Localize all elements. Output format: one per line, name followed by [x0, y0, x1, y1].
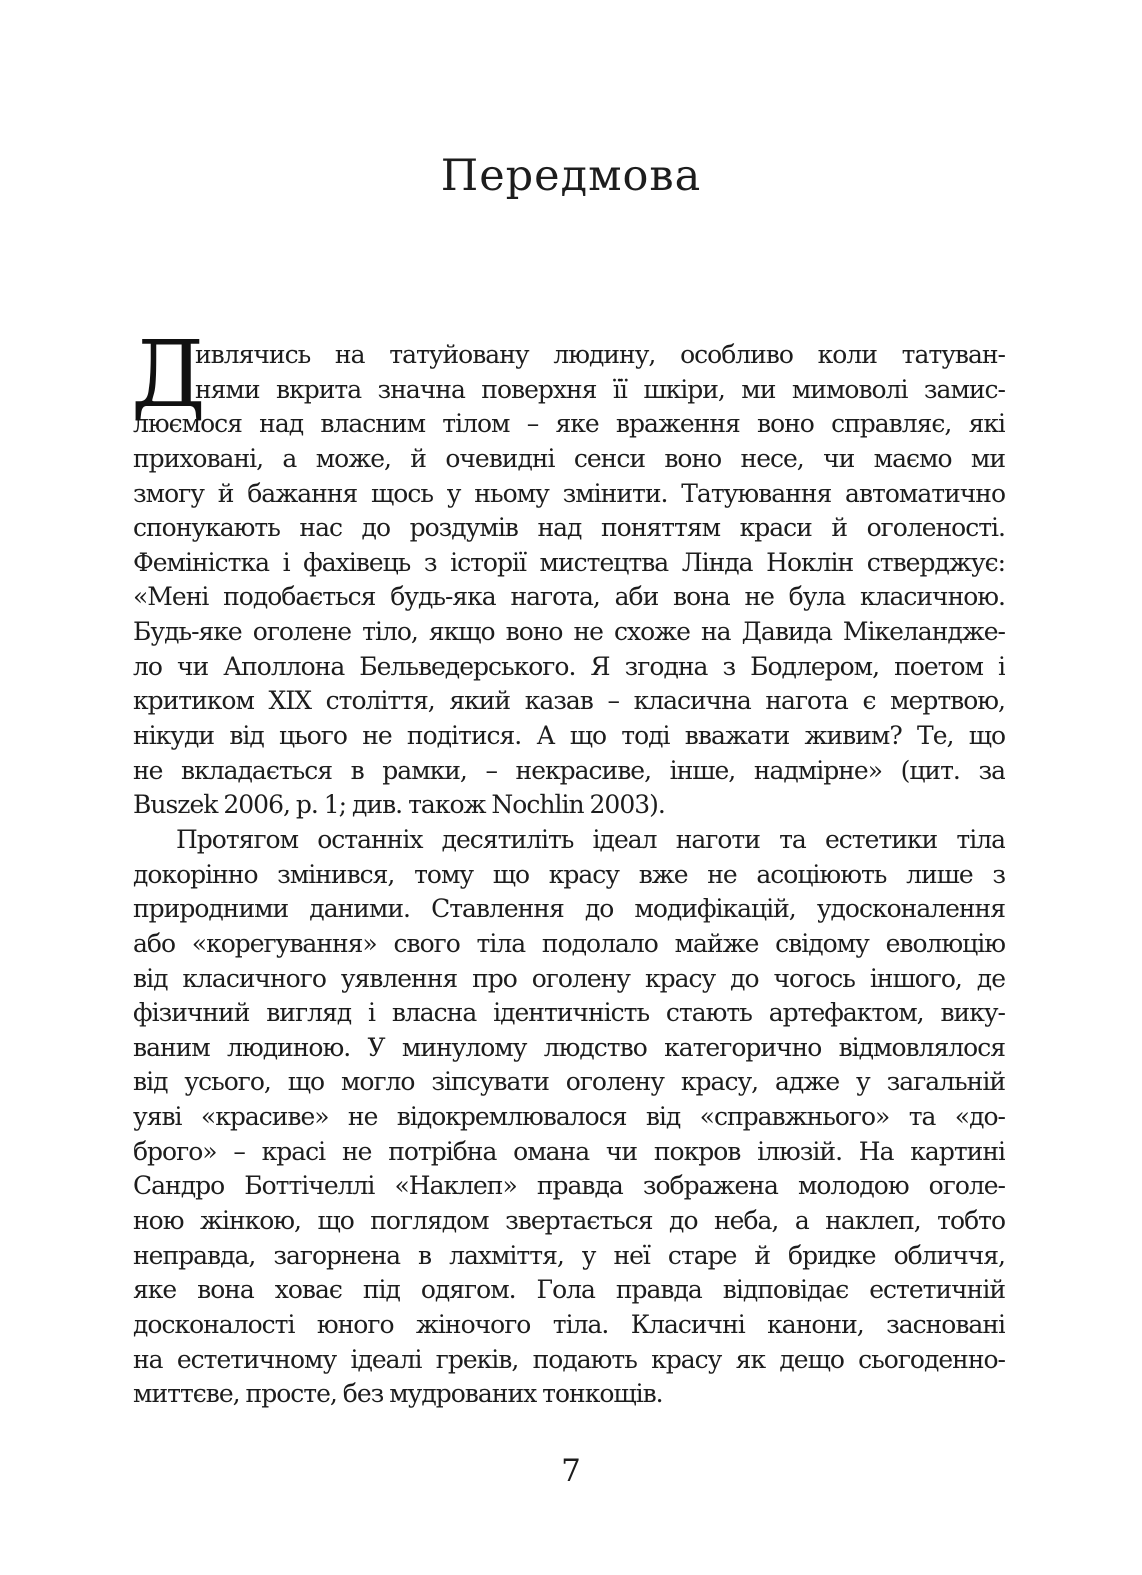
- text-line: від класичного уявлення про оголену красу до чогось іншого, де: [133, 963, 1005, 993]
- text-line: ло чи Аполлона Бельведерського. Я згодна з Бодлером, поетом і: [133, 651, 1005, 681]
- text-line: досконалості юного жіночого тіла. Класичні канони, засновані: [133, 1309, 1005, 1339]
- text-line: люємося над власним тілом – яке враження воно справляє, які: [133, 409, 1005, 439]
- text-line: на естетичному ідеалі греків, подають красу як дещо сьогоденно-: [133, 1344, 1005, 1374]
- text-line: Протягом останніх десятиліть ідеал наготи та естетики тіла: [176, 824, 1005, 854]
- text-line: нями вкрита значна поверхня її шкіри, ми мимоволі замис-: [195, 374, 1005, 404]
- text-line: Будь-яке оголене тіло, якщо воно не схоже на Давида Мікеландже-: [133, 617, 1005, 647]
- text-line: спонукають нас до роздумів над поняттям краси й оголеності.: [133, 513, 1005, 543]
- text-line: яке вона ховає під одягом. Гола правда відповідає естетичній: [133, 1275, 1005, 1305]
- text-line: уяві «красиве» не відокремлювалося від «справжнього» та «до-: [133, 1102, 1005, 1132]
- chapter-title: Передмова: [440, 151, 702, 201]
- text-line: не вкладається в рамки, – некрасиве, інше, надмірне» (цит. за: [133, 755, 1005, 785]
- text-line: змогу й бажання щось у ньому змінити. Татуювання автоматично: [133, 478, 1005, 508]
- text-line: або «корегування» свого тіла подолало майже свідому еволюцію: [133, 928, 1005, 958]
- text-line: брого» – красі не потрібна омана чи покров ілюзій. На картині: [133, 1136, 1005, 1166]
- text-line: нікуди від цього не подітися. А що тоді вважати живим? Те, що: [133, 721, 1005, 751]
- text-line: ваним людиною. У минулому людство категорично відмовлялося: [133, 1032, 1005, 1062]
- text-line: Феміністка і фахівець з історії мистецтва Лінда Ноклін стверджує:: [133, 547, 1005, 577]
- text-line: Сандро Боттічеллі «Наклеп» правда зображена молодою оголе-: [133, 1171, 1005, 1201]
- text-line: ною жінкою, що поглядом звертається до неба, а наклеп, тобто: [133, 1206, 1005, 1236]
- page-number: 7: [561, 1453, 581, 1489]
- text-lines: [133, 338, 1005, 1412]
- text-line: Buszek 2006, p. 1; див. також Nochlin 2003).: [133, 790, 665, 820]
- text-line: природними даними. Ставлення до модифікацій, удосконалення: [133, 894, 1005, 924]
- text-line: неправда, загорнена в лахміття, у неї старе й бридке обличчя,: [133, 1240, 1005, 1270]
- text-line: ивлячись на татуйовану людину, особливо коли татуван-: [195, 340, 1005, 369]
- text-line: миттєве, просте, без мудрованих тонкощів.: [133, 1379, 663, 1409]
- body-text: [131, 321, 1005, 1412]
- text-line: «Мені подобається будь-яка нагота, аби вона не була класичною.: [133, 582, 1005, 612]
- text-line: приховані, а може, й очевидні сенси воно несе, чи маємо ми: [133, 443, 1005, 473]
- drop-cap: Д: [131, 321, 206, 428]
- text-line: фізичний вигляд і власна ідентичність стають артефактом, вику-: [133, 998, 1005, 1028]
- text-line: від усього, що могло зіпсувати оголену красу, адже у загальній: [133, 1067, 1005, 1097]
- text-line: критиком XIX століття, який казав – класична нагота є мертвою,: [133, 686, 1005, 716]
- text-line: докорінно змінився, тому що красу вже не асоціюють лише з: [133, 859, 1005, 889]
